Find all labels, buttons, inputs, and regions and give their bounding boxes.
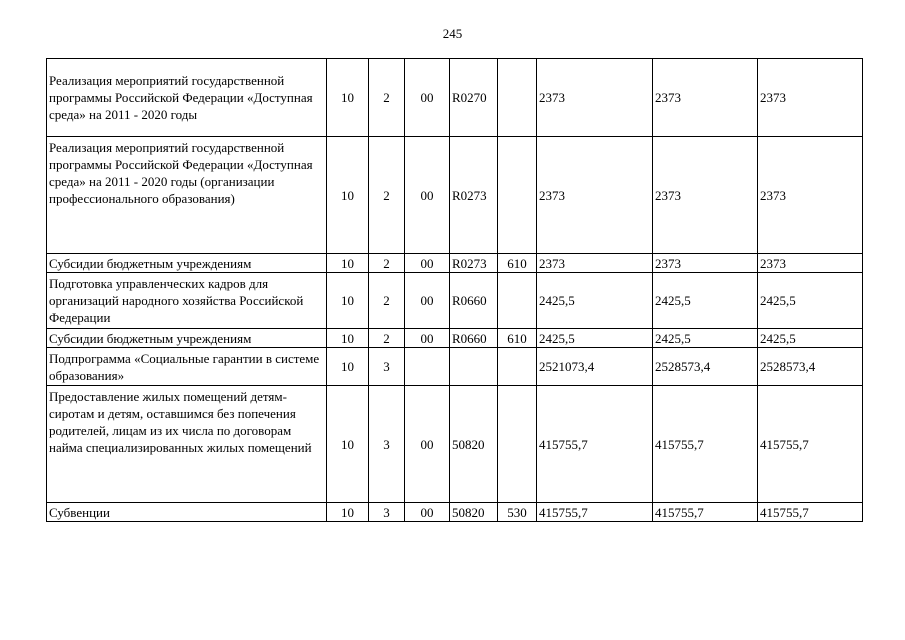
cell-section: 10: [327, 59, 369, 137]
cell-amount-year1: 415755,7: [537, 386, 653, 503]
row-name: Субвенции: [47, 503, 327, 522]
table-row: [47, 137, 863, 254]
table-row: [47, 503, 863, 522]
cell-expense-type: [498, 59, 537, 137]
cell-subprogram: [405, 348, 450, 386]
cell-subsection: 2: [369, 137, 405, 254]
cell-section: 10: [327, 329, 369, 348]
table-row: [47, 329, 863, 348]
cell-amount-year3: 2373: [758, 254, 863, 273]
row-name: Подготовка управленческих кадров для организаций народного хозяйства Российской Федерации: [47, 273, 327, 329]
page-number: 245: [442, 26, 463, 41]
cell-amount-year2: 2373: [653, 137, 758, 254]
cell-amount-year2: 2373: [653, 254, 758, 273]
cell-section: 10: [327, 503, 369, 522]
cell-amount-year1: 415755,7: [537, 503, 653, 522]
cell-subsection: 3: [369, 503, 405, 522]
row-name: Реализация мероприятий государственной программы Российской Федерации «Доступная среда» на 2011 - 2020 годы (организации профессионального образования): [47, 137, 327, 254]
cell-expense-type: [498, 386, 537, 503]
cell-subsection: 3: [369, 348, 405, 386]
cell-target-article: R0273: [450, 137, 498, 254]
cell-amount-year2: 415755,7: [653, 386, 758, 503]
row-name: Предоставление жилых помещений детям-сиротам и детям, оставшимся без попечения родителей, лицам из их числа по договорам найма специализированных жилых помещений: [47, 386, 327, 503]
cell-subprogram: 00: [405, 254, 450, 273]
cell-section: 10: [327, 386, 369, 503]
row-name: Подпрограмма «Социальные гарантии в системе образования»: [47, 348, 327, 386]
cell-section: 10: [327, 254, 369, 273]
cell-subsection: 2: [369, 59, 405, 137]
cell-target-article: R0660: [450, 273, 498, 329]
cell-subsection: 2: [369, 254, 405, 273]
cell-target-article: [450, 348, 498, 386]
cell-expense-type: 530: [498, 503, 537, 522]
budget-table: [46, 58, 863, 522]
cell-subprogram: 00: [405, 59, 450, 137]
table-row: [47, 59, 863, 137]
cell-amount-year3: 2425,5: [758, 273, 863, 329]
cell-amount-year2: 2425,5: [653, 273, 758, 329]
cell-amount-year2: 2528573,4: [653, 348, 758, 386]
cell-subprogram: 00: [405, 329, 450, 348]
cell-section: 10: [327, 273, 369, 329]
cell-section: 10: [327, 137, 369, 254]
cell-subsection: 2: [369, 273, 405, 329]
row-name: Субсидии бюджетным учреждениям: [47, 254, 327, 273]
cell-amount-year1: 2373: [537, 137, 653, 254]
cell-target-article: 50820: [450, 503, 498, 522]
cell-subprogram: 00: [405, 386, 450, 503]
cell-subprogram: 00: [405, 137, 450, 254]
cell-subprogram: 00: [405, 503, 450, 522]
cell-target-article: R0270: [450, 59, 498, 137]
cell-amount-year3: 2373: [758, 137, 863, 254]
cell-expense-type: [498, 137, 537, 254]
cell-section: 10: [327, 348, 369, 386]
cell-amount-year3: 2425,5: [758, 329, 863, 348]
cell-amount-year3: 415755,7: [758, 503, 863, 522]
cell-subprogram: 00: [405, 273, 450, 329]
table-row: [47, 348, 863, 386]
cell-amount-year3: 2528573,4: [758, 348, 863, 386]
cell-subsection: 3: [369, 386, 405, 503]
cell-amount-year3: 415755,7: [758, 386, 863, 503]
cell-target-article: R0660: [450, 329, 498, 348]
cell-amount-year1: 2521073,4: [537, 348, 653, 386]
table-row: [47, 273, 863, 329]
cell-amount-year2: 2373: [653, 59, 758, 137]
table-row: [47, 386, 863, 503]
cell-target-article: R0273: [450, 254, 498, 273]
cell-amount-year1: 2425,5: [537, 273, 653, 329]
cell-amount-year3: 2373: [758, 59, 863, 137]
row-name: Субсидии бюджетным учреждениям: [47, 329, 327, 348]
cell-expense-type: [498, 273, 537, 329]
cell-amount-year2: 415755,7: [653, 503, 758, 522]
cell-amount-year1: 2373: [537, 59, 653, 137]
cell-target-article: 50820: [450, 386, 498, 503]
cell-expense-type: 610: [498, 254, 537, 273]
cell-amount-year2: 2425,5: [653, 329, 758, 348]
table-row: [47, 254, 863, 273]
cell-subsection: 2: [369, 329, 405, 348]
cell-expense-type: [498, 348, 537, 386]
row-name: Реализация мероприятий государственной программы Российской Федерации «Доступная среда» на 2011 - 2020 годы: [47, 59, 327, 137]
cell-amount-year1: 2373: [537, 254, 653, 273]
cell-amount-year1: 2425,5: [537, 329, 653, 348]
cell-expense-type: 610: [498, 329, 537, 348]
